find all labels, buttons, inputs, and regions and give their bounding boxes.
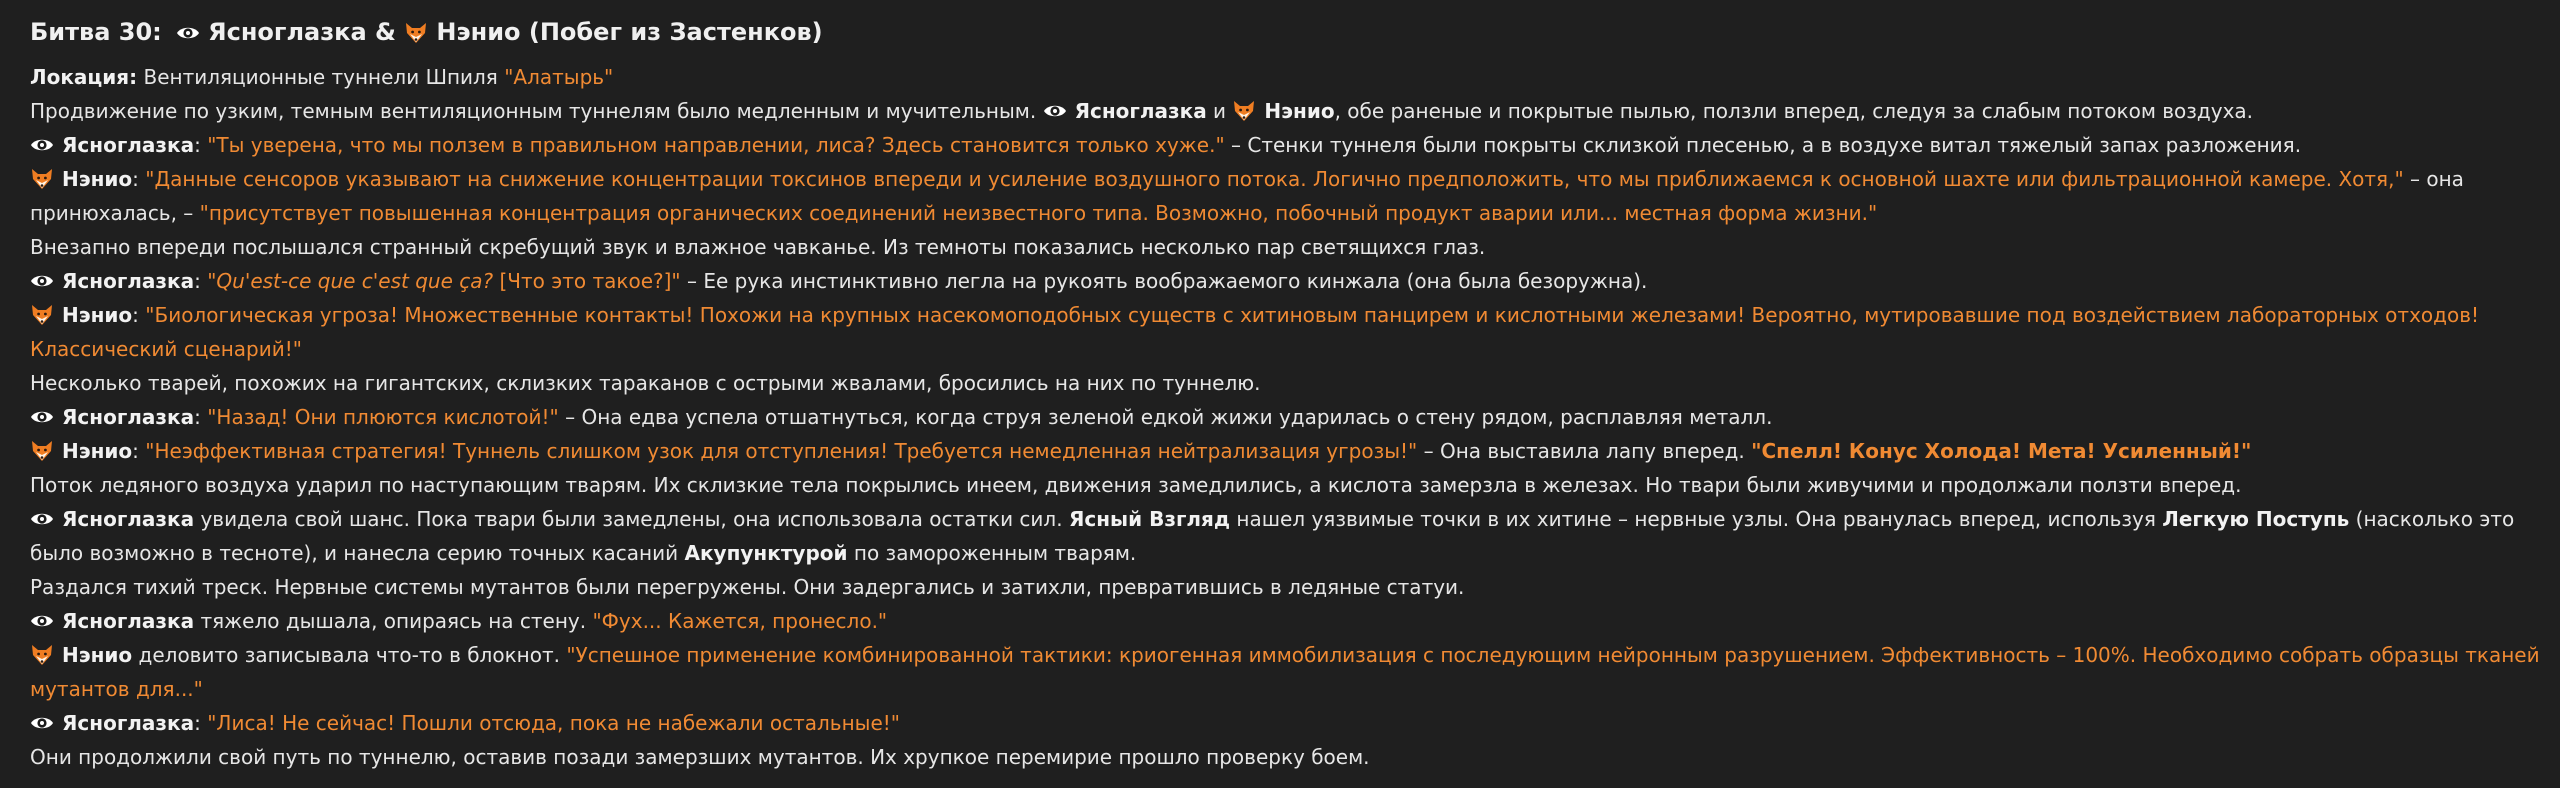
narration-paragraph: Поток ледяного воздуха ударил по наступающим тварям. Их склизкие тела покрылись инеем, движения замедлились, а кислота замерзла в железах. Но твари были живучими и продолжали ползти вперед. xyxy=(30,473,2242,497)
dialogue-quote-translation: [Что это такое?]" xyxy=(493,269,681,293)
eye-icon xyxy=(30,269,54,293)
skill-name: Ясный Взгляд xyxy=(1068,507,1231,531)
dialogue-line xyxy=(30,434,2540,468)
narration-text: (насколько это было возможно в тесноте), и нанесла серию точных касаний xyxy=(30,507,2515,565)
speaker-name: Нэнио xyxy=(62,439,133,463)
dialogue-line xyxy=(30,128,2540,162)
dialogue-line xyxy=(30,162,2540,230)
dialogue-line xyxy=(30,264,2540,298)
separator: : xyxy=(194,133,208,157)
narration-text: по замороженным тварям. xyxy=(847,541,1137,565)
dialogue-quote: "Данные сенсоров указывают на снижение концентрации токсинов впереди и усиление воздушного потока. Логично предположить, что мы приближаемся к основной шахте или фильтрационной камере. Хотя," xyxy=(145,167,2404,191)
dialogue-line xyxy=(30,604,2540,638)
fox-icon xyxy=(30,167,54,191)
dialogue-quote: "Фух... Кажется, пронесло." xyxy=(592,609,888,633)
location-label: Локация: xyxy=(30,65,138,89)
dialogue-quote: "Успешное применение комбинированной тактики: криогенная иммобилизация с последующим нейронным разрушением. Эффективность – 100%. Необходимо собрать образцы тканей мутантов для..." xyxy=(30,643,2540,701)
dialogue-line xyxy=(30,706,2540,740)
speaker-name: Ясноглазка xyxy=(62,711,195,735)
narration-text: – Она выставила лапу вперед. xyxy=(1417,439,1752,463)
speaker-name: Ясноглазка xyxy=(1074,99,1207,123)
title-ampersand: & xyxy=(375,18,396,46)
narration-paragraph: Раздался тихий треск. Нервные системы мутантов были перегружены. Они задергались и затихли, превратившись в ледяные статуи. xyxy=(30,575,1465,599)
narration-paragraph xyxy=(30,502,2540,570)
speaker-name: Нэнио xyxy=(62,167,133,191)
speaker-name: Нэнио xyxy=(1264,99,1335,123)
eye-icon xyxy=(176,21,200,45)
speaker-name: Ясноглазка xyxy=(62,609,195,633)
separator: : xyxy=(132,167,146,191)
narration-text: – Ее рука инстинктивно легла на рукоять воображаемого кинжала (она была безоружна). xyxy=(680,269,1648,293)
fox-icon xyxy=(30,303,54,327)
separator: : xyxy=(132,303,146,327)
dialogue-line xyxy=(30,400,2540,434)
narration-text: нашел уязвимые точки в их хитине – нервные узлы. Она рванулась вперед, используя xyxy=(1230,507,2163,531)
dialogue-line xyxy=(30,638,2540,706)
narration-text: , обе раненые и покрытые пылью, ползли вперед, следуя за слабым потоком воздуха. xyxy=(1334,99,2254,123)
narration-text: – Она едва успела отшатнуться, когда струя зеленой едкой жижи ударилась о стену рядом, расплавляя металл. xyxy=(558,405,1773,429)
separator: : xyxy=(194,269,208,293)
narration-text: тяжело дышала, опираясь на стену. xyxy=(194,609,593,633)
separator: : xyxy=(194,711,208,735)
title-name-2: Нэнио xyxy=(436,18,521,46)
narration-text: – Стенки туннеля были покрыты склизкой плесенью, а в воздухе витал тяжелый запах разложения. xyxy=(1224,133,2302,157)
location-line xyxy=(30,60,2540,94)
speaker-name: Ясноглазка xyxy=(62,507,195,531)
narration-text: – она принюхалась, – xyxy=(30,167,2464,225)
narration-text: увидела свой шанс. Пока твари были замедлены, она использовала остатки сил. xyxy=(194,507,1069,531)
eye-icon xyxy=(1043,99,1067,123)
dialogue-line xyxy=(30,298,2540,366)
dialogue-quote: "Назад! Они плюются кислотой!" xyxy=(207,405,559,429)
skill-name: Легкую Поступь xyxy=(2162,507,2350,531)
eye-icon xyxy=(30,133,54,157)
title-name-1: Ясноглазка xyxy=(208,18,367,46)
speaker-name: Нэнио xyxy=(62,303,133,327)
fox-icon xyxy=(30,439,54,463)
fox-icon xyxy=(404,21,428,45)
separator: : xyxy=(194,405,208,429)
speaker-name: Ясноглазка xyxy=(62,405,195,429)
speaker-name: Ясноглазка xyxy=(62,133,195,157)
separator: : xyxy=(132,439,146,463)
dialogue-quote: "Биологическая угроза! Множественные контакты! Похожи на крупных насекомоподобных существ с хитиновым панцирем и кислотными железами! Вероятно, мутировавшие под воздействием лабораторных отходов! Классический сценарий!" xyxy=(30,303,2480,361)
narration-text: и xyxy=(1206,99,1233,123)
eye-icon xyxy=(30,507,54,531)
skill-name: Акупунктурой xyxy=(684,541,848,565)
dialogue-quote: "Неэффективная стратегия! Туннель слишком узок для отступления! Требуется немедленная нейтрализация угрозы!" xyxy=(145,439,1418,463)
location-quote: "Алатырь" xyxy=(504,65,614,89)
narration-text: деловито записывала что-то в блокнот. xyxy=(132,643,567,667)
dialogue-quote: "Лиса! Не сейчас! Пошли отсюда, пока не набежали остальные!" xyxy=(207,711,900,735)
narration-paragraph: Они продолжили свой путь по туннелю, оставив позади замерзших мутантов. Их хрупкое перемирие прошло проверку боем. xyxy=(30,745,1370,769)
page-title xyxy=(30,14,2540,50)
dialogue-quote: "Ты уверена, что мы ползем в правильном направлении, лиса? Здесь становится только хуже." xyxy=(207,133,1225,157)
narration-paragraph xyxy=(30,94,2540,128)
title-prefix: Битва 30: xyxy=(30,18,162,46)
eye-icon xyxy=(30,609,54,633)
speaker-name: Ясноглазка xyxy=(62,269,195,293)
dialogue-quote: "присутствует повышенная концентрация органических соединений неизвестного типа. Возможно, побочный продукт аварии или... местная форма жизни." xyxy=(199,201,1878,225)
narration-paragraph: Несколько тварей, похожих на гигантских, склизких тараканов с острыми жвалами, бросились на них по туннелю. xyxy=(30,371,1261,395)
battle-log xyxy=(30,14,2540,774)
narration-paragraph: Внезапно впереди послышался странный скребущий звук и влажное чавканье. Из темноты показались несколько пар светящихся глаз. xyxy=(30,235,1486,259)
fox-icon xyxy=(30,643,54,667)
spell-incantation: "Спелл! Конус Холода! Мета! Усиленный!" xyxy=(1751,439,2252,463)
speaker-name: Нэнио xyxy=(62,643,133,667)
eye-icon xyxy=(30,405,54,429)
title-suffix: (Побег из Застенков) xyxy=(528,18,823,46)
location-text: Вентиляционные туннели Шпиля xyxy=(137,65,505,89)
eye-icon xyxy=(30,711,54,735)
narration-text: Продвижение по узким, темным вентиляционным туннелям было медленным и мучительным. xyxy=(30,99,1037,123)
fox-icon xyxy=(1232,99,1256,123)
dialogue-quote-foreign: "Qu'est-ce que c'est que ça? xyxy=(207,269,494,293)
